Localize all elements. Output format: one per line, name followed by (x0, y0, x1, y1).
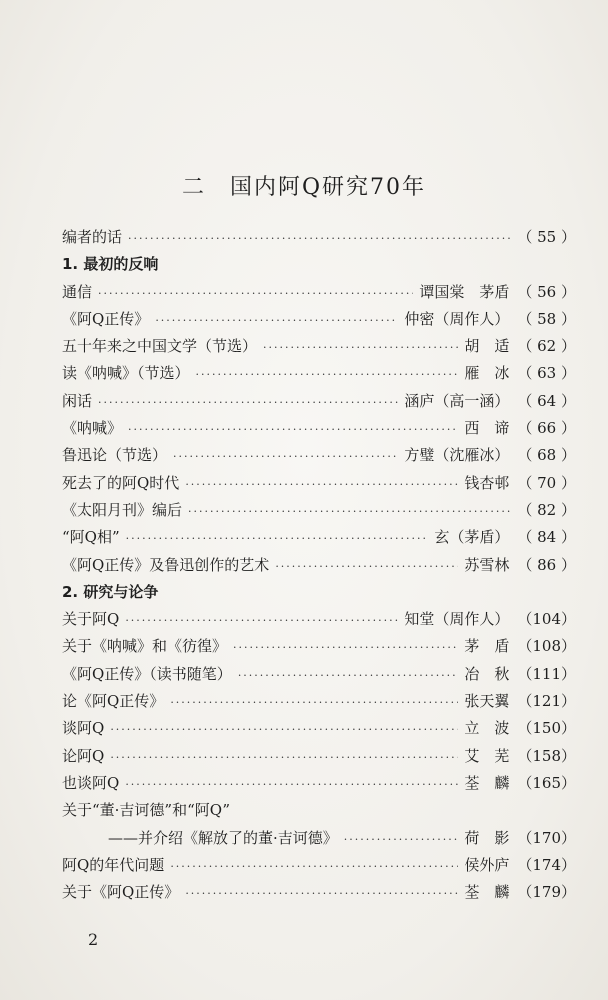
toc-entry (62, 499, 576, 526)
toc-entry-page: （108） (517, 637, 576, 656)
dot-leader (98, 287, 413, 300)
dot-leader (185, 887, 458, 900)
toc-entry-title: 谈阿Q (62, 719, 105, 738)
toc-entry (62, 554, 576, 581)
toc-entry (62, 854, 576, 881)
toc-entry (62, 799, 576, 826)
toc-entry-title: 关于“董·吉诃德”和“阿Q” (62, 801, 231, 820)
dot-leader (275, 560, 458, 573)
toc-entry-page: （ 70 ） (517, 473, 576, 492)
toc-entry (62, 881, 576, 908)
toc-entry-page: （ 58 ） (517, 309, 576, 328)
toc-entry (62, 472, 576, 499)
dot-leader (126, 532, 429, 545)
toc-entry-author: 立 波 (464, 719, 510, 738)
toc-entry (62, 608, 576, 635)
toc-entry-page: （ 63 ） (517, 364, 576, 383)
table-of-contents (62, 226, 576, 908)
dot-leader (170, 860, 458, 873)
toc-entry-page: （111） (517, 664, 576, 683)
toc-entry-page: （165） (517, 773, 576, 792)
dot-leader (233, 641, 458, 654)
toc-entry-page: （ 82 ） (517, 500, 576, 519)
dot-leader (188, 505, 511, 518)
toc-entry (62, 717, 576, 744)
page-number: 2 (88, 930, 99, 949)
toc-entry (62, 663, 576, 690)
toc-entry-page: （ 56 ） (517, 282, 576, 301)
toc-entry-author: 荃 麟 (464, 773, 510, 792)
toc-entry (62, 827, 576, 854)
dot-leader (155, 314, 398, 327)
toc-entry-author: 仲密（周作人） (404, 309, 510, 328)
toc-entry-title: 关于《阿Q正传》 (62, 883, 180, 902)
toc-entry-title: 《阿Q正传》及鲁迅创作的艺术 (62, 555, 270, 574)
chapter-title: 二 国内阿Q研究70年 (181, 175, 427, 200)
toc-entry-author: 西 谛 (464, 419, 510, 438)
toc-entry (62, 362, 576, 389)
toc-entry-title: 读《呐喊》（节选） (62, 364, 190, 383)
toc-entry (62, 390, 576, 417)
toc-entry-page: （104） (517, 610, 576, 629)
toc-entry (62, 335, 576, 362)
toc-entry-author: 涵庐（高一涵） (404, 391, 510, 410)
toc-entry-page: （150） (517, 719, 576, 738)
dot-leader (125, 614, 398, 627)
toc-entry (62, 772, 576, 799)
toc-entry-author: 艾 芜 (464, 746, 510, 765)
toc-entry (62, 281, 576, 308)
dot-leader (344, 833, 459, 846)
toc-entry-author: 谭国棠 茅盾 (419, 282, 510, 301)
toc-entry-author: 方璧（沈雁冰） (404, 446, 510, 465)
toc-entry-title: 编者的话 (62, 228, 123, 246)
toc-entry (62, 526, 576, 553)
toc-entry-title: 论阿Q (62, 746, 105, 765)
toc-entry-title: 鲁迅论（节选） (62, 446, 168, 465)
toc-entry-title: ——并介绍《解放了的董·吉诃德》 (108, 828, 338, 847)
toc-entry-page: （ 66 ） (517, 419, 576, 438)
toc-entry-title: 通信 (62, 282, 93, 301)
toc-entry (62, 690, 576, 717)
toc-entry-page: （174） (517, 855, 576, 874)
toc-entry (62, 444, 576, 471)
toc-entry-page: （ 68 ） (517, 446, 576, 465)
toc-entry-title: 论《阿Q正传》 (62, 692, 165, 711)
dot-leader (98, 396, 398, 409)
toc-entry-author: 冶 秋 (464, 664, 510, 683)
toc-entry-author: 茅 盾 (464, 637, 510, 656)
toc-entry-page: （ 84 ） (517, 528, 576, 547)
toc-entry-author: 荃 麟 (464, 883, 510, 902)
toc-entry (62, 635, 576, 662)
toc-entry-title: 阿Q的年代问题 (62, 855, 165, 874)
toc-entry-author: 荷 影 (464, 828, 510, 847)
dot-leader (125, 778, 458, 791)
dot-leader (173, 450, 398, 463)
toc-section-heading (62, 581, 576, 608)
toc-entry-author: 雁 冰 (464, 364, 510, 383)
toc-entry-title: 《太阳月刊》编后 (62, 500, 183, 519)
toc-entry-title: 也谈阿Q (62, 773, 120, 792)
dot-leader (110, 751, 458, 764)
toc-entry-title: 1. 最初的反响 (62, 255, 159, 274)
toc-entry-author: 胡 适 (464, 337, 510, 356)
toc-entry-page: （179） (517, 883, 576, 902)
toc-entry-title: 《阿Q正传》 (62, 309, 150, 328)
toc-entry-author: 玄（茅盾） (434, 528, 510, 547)
toc-entry-page: （ 86 ） (517, 555, 576, 574)
toc-entry-page: （ 55 ） (517, 228, 576, 246)
toc-entry-author: 钱杏邨 (464, 473, 510, 492)
toc-entry-page: （170） (517, 828, 576, 847)
toc-entry-author: 苏雪林 (464, 555, 510, 574)
toc-entry (62, 226, 576, 253)
toc-entry-page: （ 62 ） (517, 337, 576, 356)
dot-leader (185, 478, 458, 491)
dot-leader (128, 232, 511, 245)
toc-entry-page: （121） (517, 692, 576, 711)
toc-entry-title: 闲话 (62, 391, 93, 410)
toc-entry-title: 《阿Q正传》（读书随笔） (62, 664, 232, 683)
toc-entry-page: （158） (517, 746, 576, 765)
dot-leader (128, 423, 458, 436)
dot-leader (110, 723, 458, 736)
dot-leader (238, 669, 459, 682)
toc-entry-title: 《呐喊》 (62, 419, 123, 438)
toc-entry-title: 2. 研究与论争 (62, 582, 159, 601)
toc-entry (62, 745, 576, 772)
toc-entry-title: “阿Q相” (62, 528, 120, 547)
dot-leader (196, 368, 459, 381)
toc-entry (62, 417, 576, 444)
toc-entry-title: 关于《呐喊》和《彷徨》 (62, 637, 228, 656)
dot-leader (170, 696, 458, 709)
toc-entry-page: （ 64 ） (517, 391, 576, 410)
toc-entry-author: 知堂（周作人） (404, 610, 510, 629)
toc-section-heading (62, 253, 576, 280)
toc-entry-author: 张天翼 (464, 692, 510, 711)
toc-entry-title: 五十年来之中国文学（节选） (62, 337, 258, 356)
toc-entry-title: 死去了的阿Q时代 (62, 473, 180, 492)
toc-entry (62, 308, 576, 335)
dot-leader (263, 341, 458, 354)
toc-entry-title: 关于阿Q (62, 610, 120, 629)
toc-entry-author: 侯外庐 (464, 855, 510, 874)
